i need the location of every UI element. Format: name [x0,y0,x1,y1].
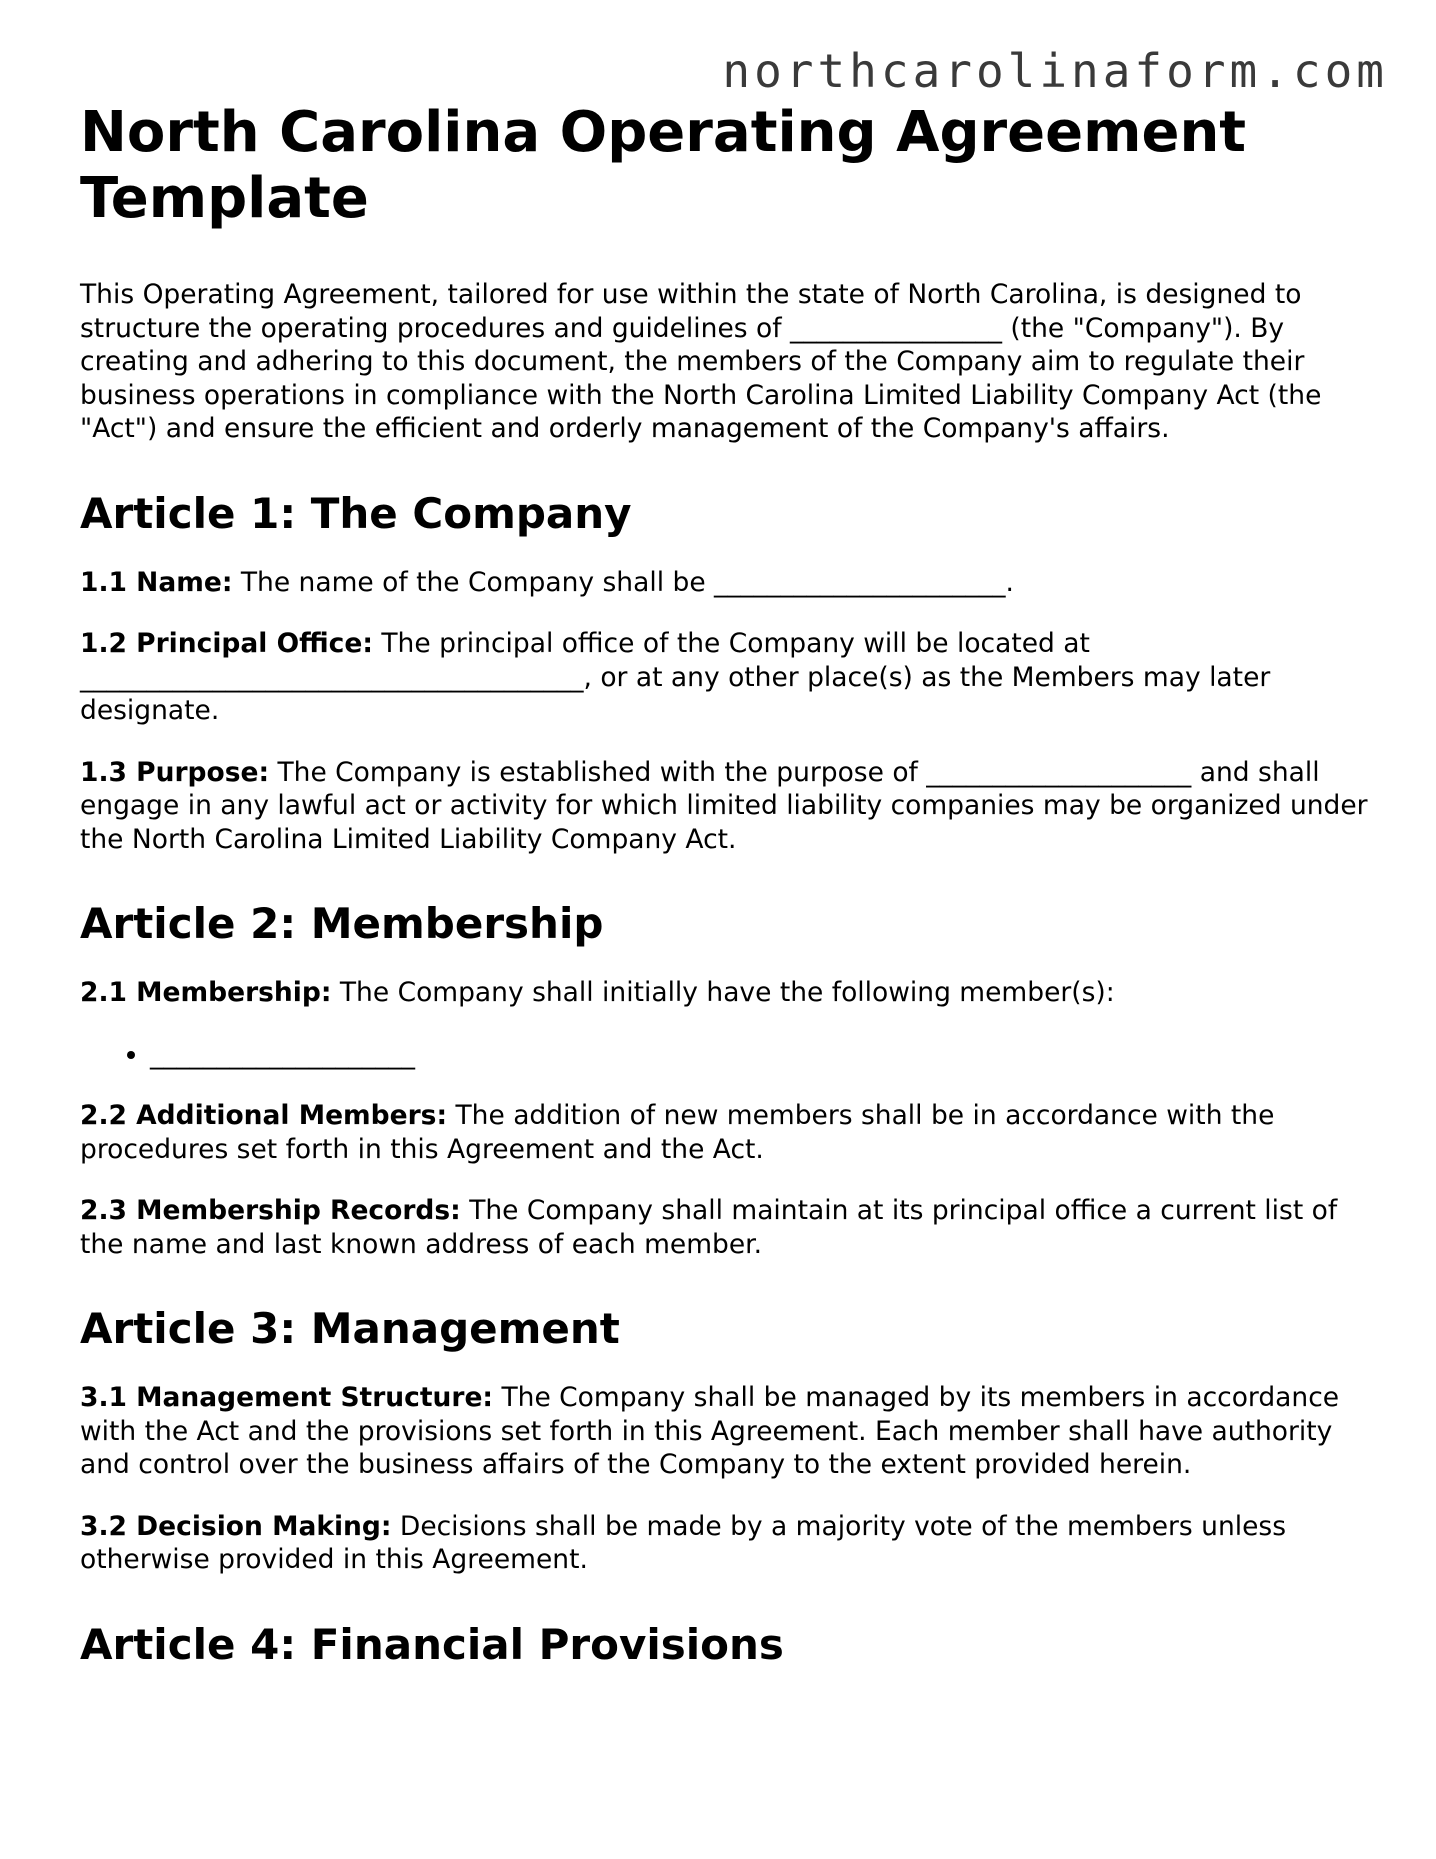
section-2-2-label: 2.2 Additional Members: [80,1100,448,1131]
section-3-2 [80,1510,1370,1577]
section-1-1-text: The name of the Company shall be ______________________. [232,566,1014,598]
section-1-3-text: The Company is established with the purpose of ____________________ and shall engage in any lawful act or activity for which limited liability companies may be organized under the North Carolina Limited Liability Company Act. [80,756,1368,855]
section-1-3-label: 1.3 Purpose: [80,756,270,788]
document-page [80,100,1370,1697]
section-3-2-label: 3.2 Decision Making: [80,1510,392,1542]
section-2-3 [80,1194,1370,1261]
section-3-1 [80,1381,1370,1482]
section-3-1-label: 3.1 Management Structure: [80,1382,494,1413]
section-1-2-label: 1.2 Principal Office: [80,628,373,659]
article-4-heading: Article 4: Financial Provisions [80,1619,784,1669]
article-1-heading: Article 1: The Company [80,488,632,538]
intro-paragraph: This Operating Agreement, tailored for use within the state of North Carolina, is designed to structure the operating procedures and guidelines of ________________ (the "Company"). By creating and adhering to this document, the members of the Company aim to regulate their business operations in compliance with the North Carolina Limited Liability Company Act (the "Act") and ensure the efficient and orderly management of the Company's affairs. [80,279,1322,444]
section-3-1-text: The Company shall be managed by its members in accordance with the Act and the provisions set forth in this Agreement. Each member shall have authority and control over the business affairs of the Company to the extent provided herein. [80,1382,1340,1480]
section-3-2-text: Decisions shall be made by a majority vote of the members unless otherwise provided in this Agreement. [80,1510,1287,1575]
member-list-item: • ____________________ [150,1038,1370,1072]
section-1-1 [80,566,1370,600]
section-2-3-label: 2.3 Membership Records: [80,1195,461,1226]
watermark-site-name: northcarolinaform.com [722,44,1388,98]
section-1-3 [80,756,1370,857]
article-2-heading: Article 2: Membership [80,899,604,948]
member-list [80,1038,1370,1072]
section-1-2-text: The principal office of the Company will be located at ______________________________________, or at any other place(s) as the Members may later designate. [80,628,1271,726]
document-title: North Carolina Operating Agreement Template [80,100,1247,231]
section-1-1-label: 1.1 Name: [80,566,233,598]
section-2-2-text: The addition of new members shall be in accordance with the procedures set forth in this Agreement and the Act. [80,1100,1275,1165]
article-3-heading: Article 3: Management [80,1304,620,1353]
section-2-1-text: The Company shall initially have the following member(s): [331,977,1115,1008]
section-2-2 [80,1099,1370,1166]
section-1-2 [80,627,1370,728]
section-2-3-text: The Company shall maintain at its principal office a current list of the name and last known address of each member. [80,1195,1338,1260]
section-2-1-label: 2.1 Membership: [80,977,332,1008]
section-2-1 [80,976,1370,1010]
